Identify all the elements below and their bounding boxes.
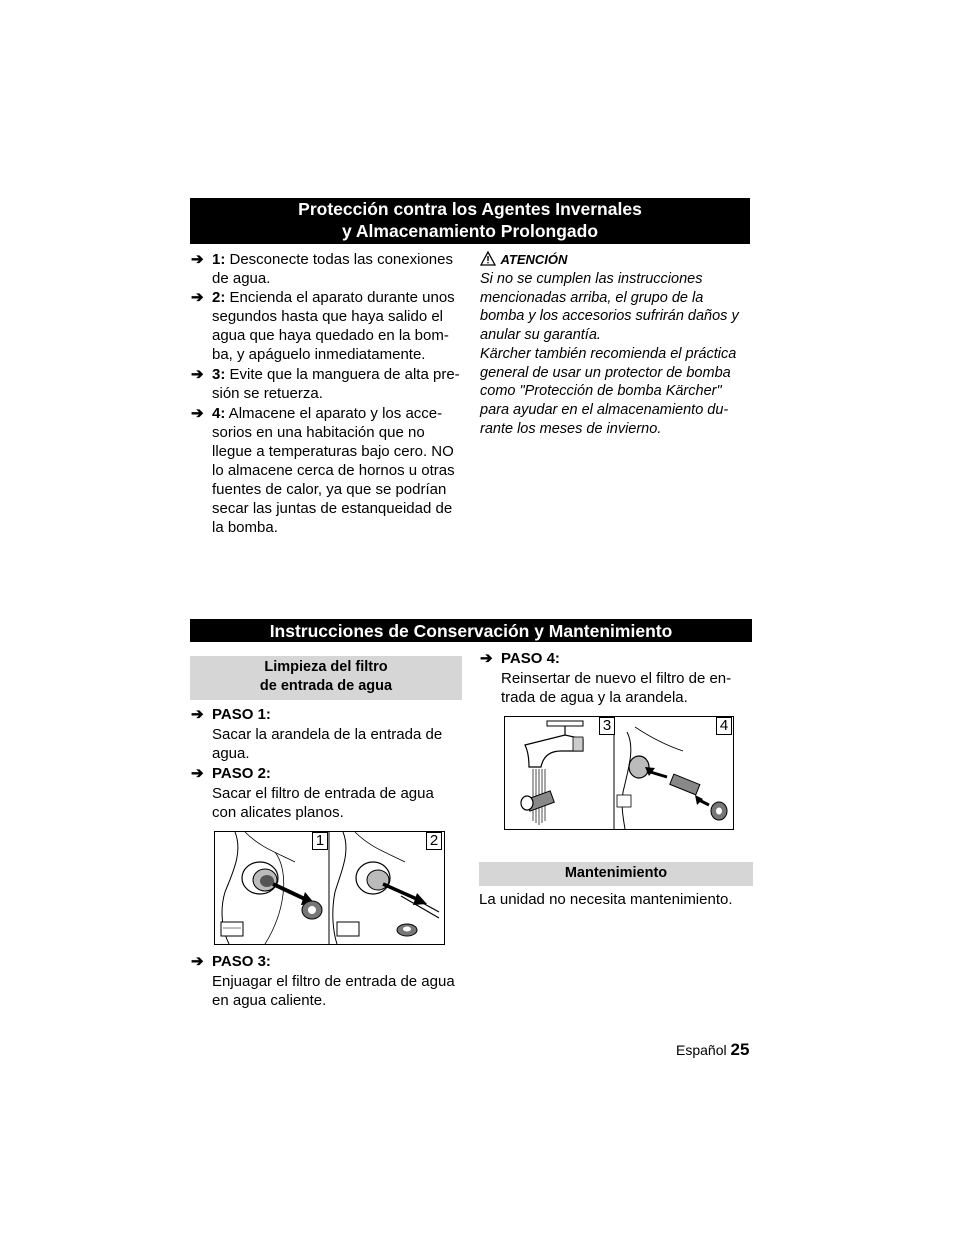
step-text: en agua caliente. [212,992,327,1010]
step-4 [480,649,755,709]
figure-label: 3 [599,717,615,735]
item-text: segundos hasta que haya salido el [212,308,444,325]
step-text: Sacar el filtro de entrada de agua [212,784,434,802]
warning-text: Si no se cumplen las instrucciones [480,271,703,287]
section-title-maintenance: Instrucciones de Conservación y Mantenimiento [190,619,752,642]
page-number: 25 [730,1040,750,1059]
step-2 [191,764,466,824]
item-number: 2: [212,289,226,306]
warning-text: Kärcher también recomienda el práctica [480,345,737,362]
warning-heading: ATENCIÓN [500,252,568,267]
step-text: Reinsertar de nuevo el filtro de en- [501,669,732,687]
step-1 [191,705,466,765]
item-text: Almacene el aparato y los acce- [225,405,443,422]
item-text: llegue a temperaturas bajo cero. NO [212,443,454,460]
step-label: PASO 1: [212,706,271,723]
warning-text: como "Protección de bomba Kärcher" [480,383,722,400]
item-text: agua que haya quedado en la bom- [212,327,449,344]
item-text: ba, y apáguelo inmediatamente. [212,346,426,363]
step-text: Enjuagar el filtro de entrada de agua [212,972,455,990]
section-title-line2: y Almacenamiento Prolongado [341,221,599,241]
warning-text: rante los meses de invierno. [480,420,662,437]
arrow-right-icon: ➔ [191,405,204,422]
figure-label: 2 [426,832,442,850]
arrow-right-icon: ➔ [191,251,204,268]
figure-label: 1 [312,832,328,850]
figure-label: 4 [716,717,732,735]
warning-text: anular su garantía. [480,327,601,344]
subheading-line1: Limpieza del filtro [264,659,388,675]
list-item-3 [191,365,466,405]
step-text: Sacar la arandela de la entrada de [212,725,443,743]
item-text: secar las juntas de estanqueidad de [212,500,453,517]
warning-text: para ayudar en el almacenamiento du- [480,401,729,418]
section-title-line1: Protección contra los Agentes Invernales [298,199,642,219]
filter-rinse-reinsert-illustration [505,717,733,829]
list-item-1 [191,250,466,290]
item-text: de agua. [212,270,271,287]
arrow-right-icon: ➔ [191,953,204,970]
step-label: PASO 4: [501,650,560,667]
item-text: lo almacene cerca de hornos u otras [212,462,455,479]
item-text: Evite que la manguera de alta pre- [225,366,460,383]
item-text: sión se retuerza. [212,385,323,402]
footer-language: Español [676,1042,727,1058]
item-number: 1: [212,251,226,268]
arrow-right-icon: ➔ [191,289,204,306]
subheading-maintenance: Mantenimiento [479,862,753,886]
page-footer [676,1040,756,1060]
figure-steps-3-4 [504,716,734,830]
filter-removal-illustration [215,832,444,944]
warning-text: general de usar un protector de bomba [480,364,731,381]
list-item-2 [191,288,466,368]
warning-note [480,250,752,440]
step-text: agua. [212,745,250,763]
arrow-right-icon: ➔ [191,366,204,383]
item-number: 4: [212,405,226,422]
arrow-right-icon: ➔ [191,765,204,782]
warning-text: bomba y los accesorios sufrirán daños y [480,308,739,325]
list-item-4 [191,404,466,539]
item-text: Desconecte todas las conexiones [225,251,453,268]
step-3 [191,952,466,1012]
step-label: PASO 2: [212,765,271,782]
item-text: Encienda el aparato durante unos [225,289,455,306]
section-title-winter-protection [190,198,750,244]
item-text: fuentes de calor, ya que se podrían [212,481,447,498]
figure-steps-1-2 [214,831,445,945]
step-label: PASO 3: [212,953,271,970]
warning-triangle-icon [480,251,496,266]
item-number: 3: [212,366,226,383]
step-text: con alicates planos. [212,804,344,822]
maintenance-text: La unidad no necesita mantenimiento. [479,891,733,908]
item-text: la bomba. [212,519,278,536]
subheading-filter-cleaning [190,656,462,700]
warning-text: mencionadas arriba, el grupo de la [480,289,704,306]
item-text: sorios en una habitación que no [212,424,425,441]
step-text: trada de agua y la arandela. [501,689,688,707]
subheading-line2: de entrada de agua [259,678,393,694]
arrow-right-icon: ➔ [191,706,204,723]
arrow-right-icon: ➔ [480,650,493,667]
